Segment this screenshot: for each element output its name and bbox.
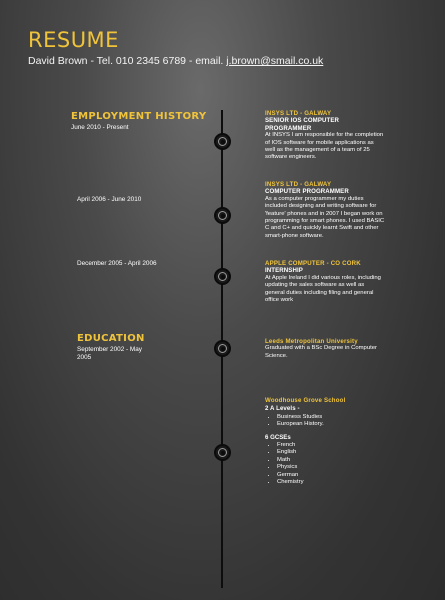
university-date: September 2002 - May 2005 — [77, 346, 143, 361]
job-3-description: At Apple Ireland I did various roles, including updating the sales software as well as general duties including filing and general office work — [265, 274, 381, 304]
university-name: Leeds Metropolitan University — [265, 338, 358, 345]
contact-details: David Brown - Tel. 010 2345 6789 - email. — [28, 55, 224, 67]
list-item: • European History. — [277, 421, 385, 428]
job-2-date: April 2006 - June 2010 — [77, 196, 142, 203]
timeline-node-icon — [214, 268, 231, 285]
job-2-company: INSYS LTD - GALWAY — [265, 181, 332, 188]
email-link[interactable]: j.brown@smail.co.uk — [226, 55, 324, 67]
job-3-company: APPLE COMPUTER - CO CORK — [265, 260, 361, 267]
timeline-node-icon — [214, 444, 231, 461]
employment-history-heading: EMPLOYMENT HISTORY — [71, 111, 207, 122]
gcse-heading: 6 GCSEs — [265, 433, 291, 441]
school-entry — [265, 397, 385, 486]
job-2-role: COMPUTER PROGRAMMER — [265, 188, 349, 196]
job-3-date: December 2005 - April 2006 — [77, 260, 157, 267]
job-2-description: As a computer programmer my duties included designing and writing software for 'feature' phones and in 2007 I began work on programming for smart phones. I used BASIC C and C+ and quickly learnt Swift and other smart-phone software. — [265, 195, 385, 239]
job-1-date: June 2010 - Present — [71, 124, 129, 131]
timeline-node-icon — [214, 340, 231, 357]
job-1-entry — [265, 110, 385, 162]
list-item: • Business Studies — [277, 414, 385, 421]
university-description: Graduated with a BSc Degree in Computer Science. — [265, 345, 377, 359]
timeline-node-icon — [214, 207, 231, 224]
timeline-node-icon — [214, 133, 231, 150]
school-name: Woodhouse Grove School — [265, 397, 346, 404]
education-heading: EDUCATION — [77, 333, 145, 344]
contact-line — [28, 55, 323, 67]
list-item: • Physics — [277, 464, 385, 471]
list-item: • Math — [277, 457, 385, 464]
job-1-role: SENIOR IOS COMPUTER PROGRAMMER — [265, 117, 340, 132]
job-3-entry — [265, 260, 385, 304]
job-1-description: At INSYS I am responsible for the completion of IOS software for mobile applications as well as the management of a team of 25 software engineers. — [265, 132, 384, 161]
a-levels-list — [265, 414, 385, 429]
list-item: • English — [277, 449, 385, 456]
job-3-role: INTERNSHIP — [265, 267, 303, 275]
gcse-list — [265, 442, 385, 486]
a-levels-heading: 2 A Levels - — [265, 405, 300, 413]
list-item: • French — [277, 442, 385, 449]
job-2-entry — [265, 181, 385, 240]
job-1-company: INSYS LTD - GALWAY — [265, 110, 332, 117]
list-item: • German — [277, 472, 385, 479]
university-entry — [265, 338, 385, 360]
resume-title: RESUME — [28, 28, 119, 52]
list-item: • Chemistry — [277, 479, 385, 486]
